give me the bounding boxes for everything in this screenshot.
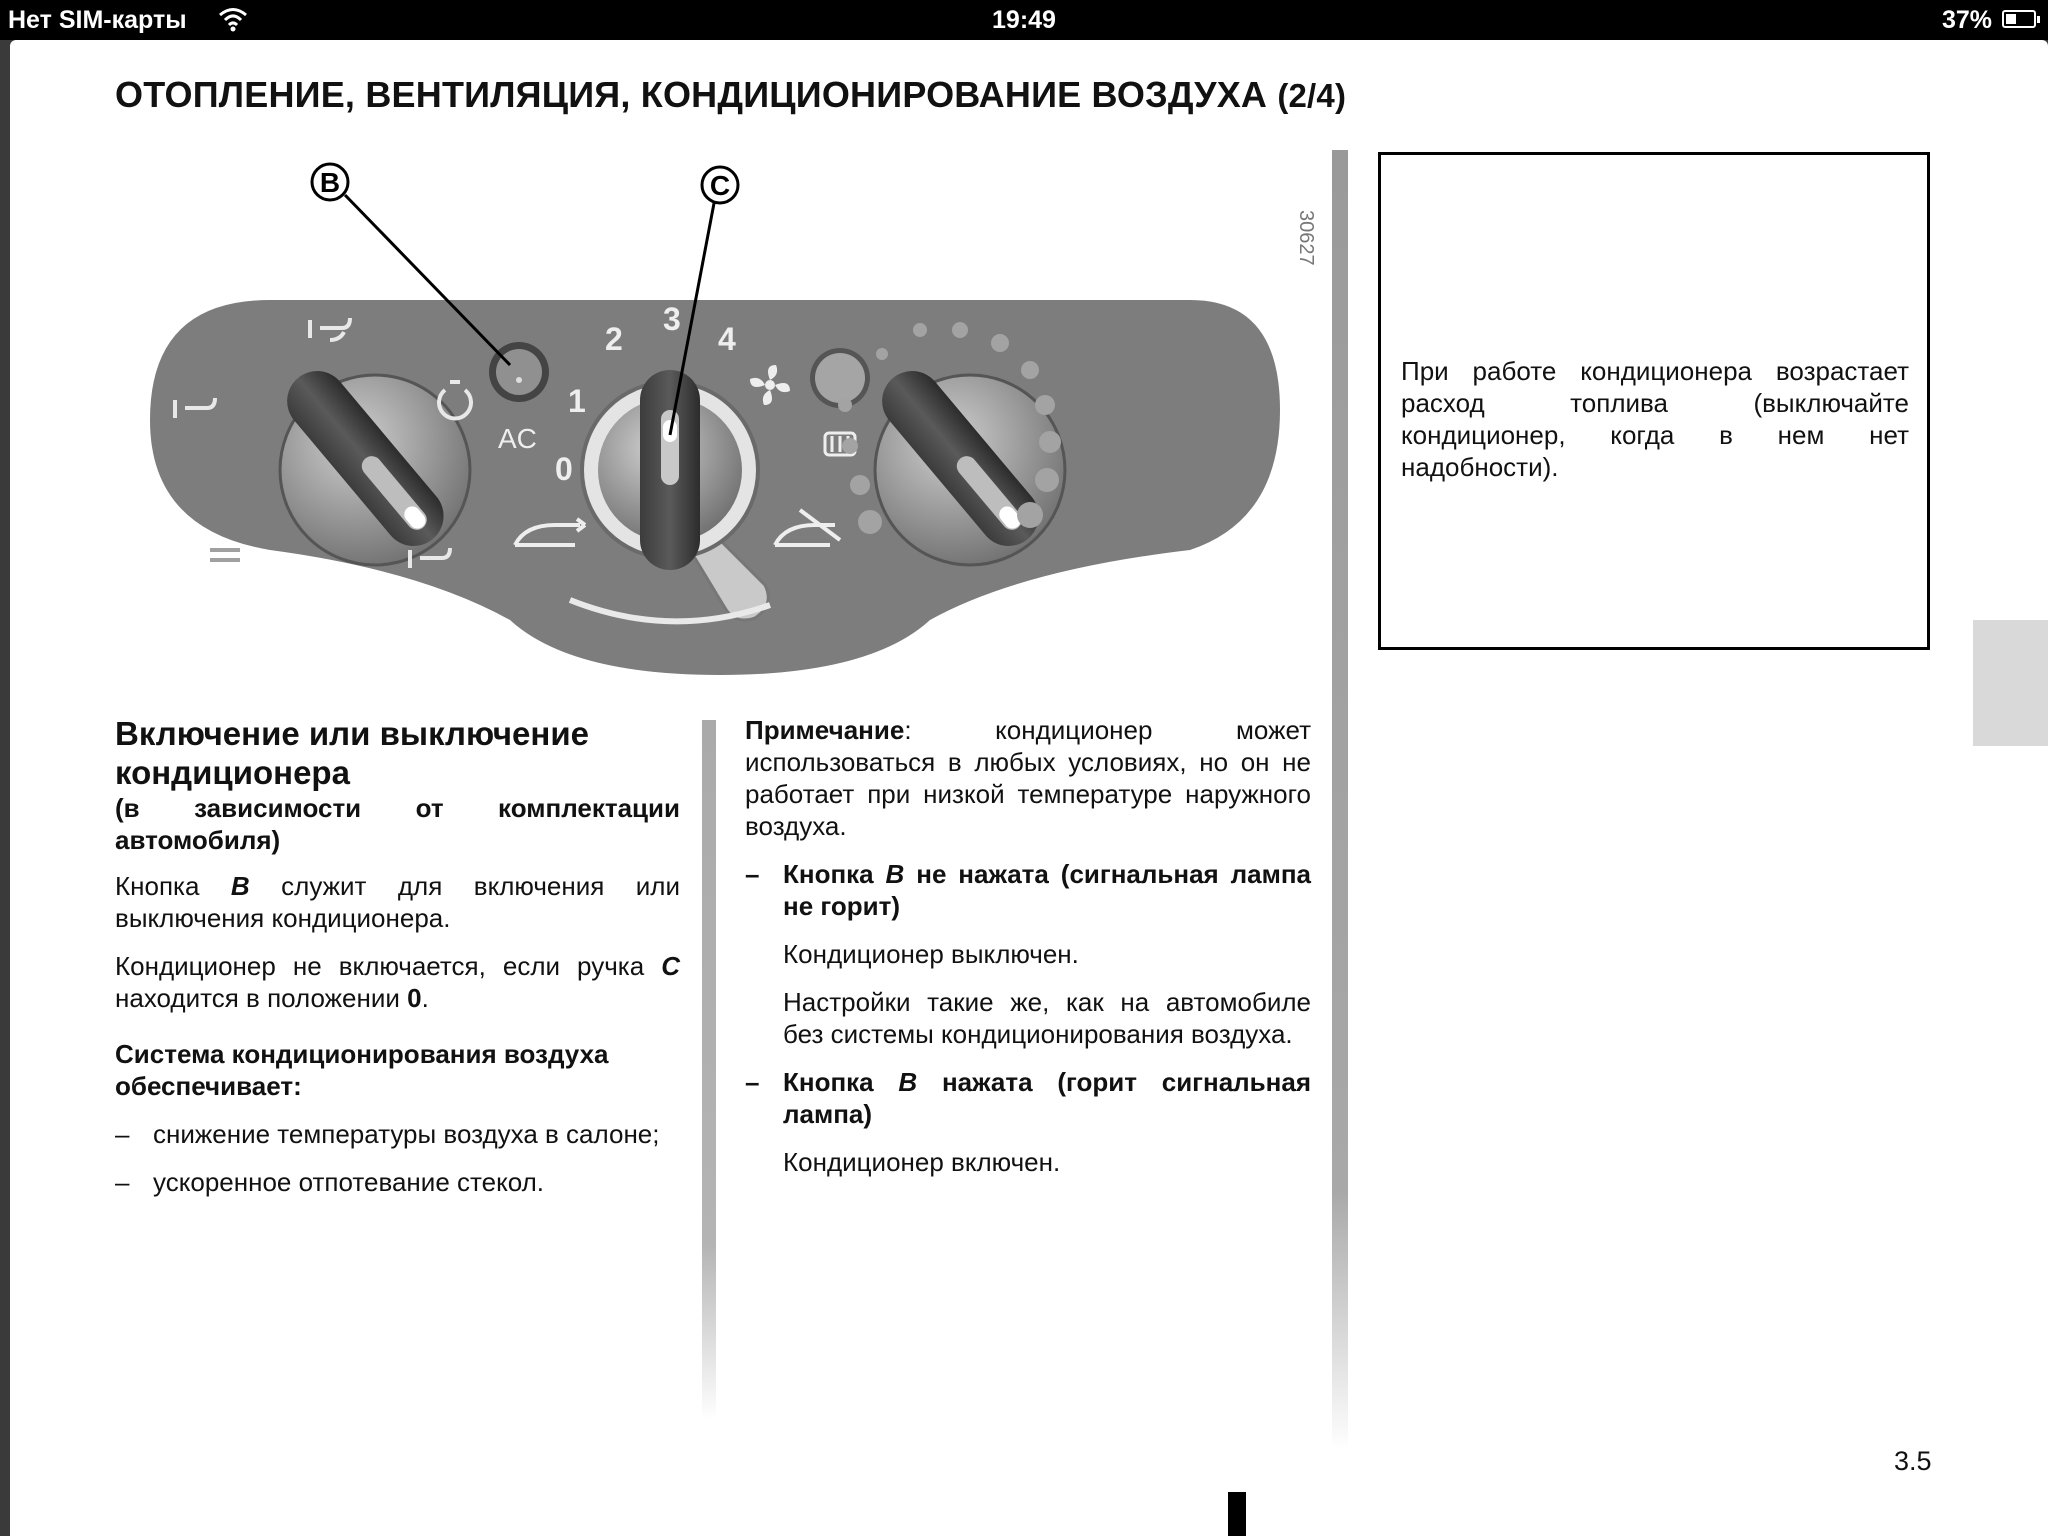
fan-speed-2: 2	[605, 321, 623, 357]
battery-icon	[2002, 10, 2036, 28]
battery-fill	[2006, 14, 2016, 24]
column-divider-right	[1332, 150, 1348, 1450]
status-bar	[0, 0, 2048, 40]
chapter-tab[interactable]	[1973, 620, 2048, 746]
page-number: 3.5	[1894, 1446, 1932, 1476]
fan-speed-3: 3	[663, 301, 681, 337]
page-title-text: ОТОПЛЕНИЕ, ВЕНТИЛЯЦИЯ, КОНДИЦИОНИРОВАНИЕ ВОЗДУХА	[115, 74, 1268, 115]
paragraph-button-b: Кнопка B служит для включения или выключения кондиционера.	[115, 871, 680, 933]
callout-c-label: C	[709, 170, 731, 201]
fan-speed-0: 0	[555, 451, 573, 487]
figure-code: 30627	[1295, 210, 1317, 266]
list-item-button-off: – Кнопка B не нажата (сигнальная лампа не горит)	[745, 859, 1311, 921]
battery-percent: 37%	[1941, 6, 1992, 34]
fan-speed-1: 1	[568, 383, 586, 419]
climate-panel-illustration	[130, 150, 1325, 710]
section-subheading: (в зависимости от комплектации автомобиля)	[115, 793, 680, 855]
rear-defrost-button	[810, 348, 870, 408]
paragraph-knob-c: Кондиционер не включается, если ручка C находится в положении 0.	[115, 951, 680, 1013]
scroll-indicator[interactable]	[1228, 1492, 1246, 1536]
carrier-label: Нет SIM-карты	[8, 6, 187, 34]
callout-b-label: B	[319, 167, 341, 198]
fuel-consumption-note: При работе кондиционера возрастает расход топлива (выключайте кондиционер, когда в нем нет надобности).	[1401, 356, 1909, 482]
fuel-consumption-note-box	[1378, 152, 1930, 650]
list-item: – ускоренное отпотевание стекол.	[115, 1167, 545, 1197]
section-heading: Включение или выключение кондиционера	[115, 715, 589, 791]
note-paragraph: Примечание: кондиционер может использоваться в любых условиях, но он не работает при низкой температуре наружного воздуха.	[745, 715, 1311, 841]
ac-off-text: Кондиционер выключен.	[783, 939, 1079, 969]
column-divider-left	[702, 720, 716, 1420]
clock: 19:49	[992, 6, 1056, 34]
middle-text-column	[745, 714, 1311, 1194]
left-text-column	[115, 714, 680, 1214]
page-title	[115, 74, 1346, 116]
list-item: – снижение температуры воздуха в салоне;	[115, 1119, 660, 1149]
system-heading: Система кондиционирования воздуха обеспечивает:	[115, 1039, 609, 1101]
fan-speed-4: 4	[718, 321, 736, 357]
settings-same-text: Настройки такие же, как на автомобиле без системы кондиционирования воздуха.	[783, 987, 1311, 1049]
ac-label: AC	[498, 423, 537, 454]
document-page[interactable]	[10, 40, 2048, 1536]
page-title-part: (2/4)	[1277, 77, 1347, 114]
list-item-button-on: – Кнопка B нажата (горит сигнальная лампа)	[745, 1067, 1312, 1129]
ac-on-text: Кондиционер включен.	[783, 1147, 1061, 1177]
